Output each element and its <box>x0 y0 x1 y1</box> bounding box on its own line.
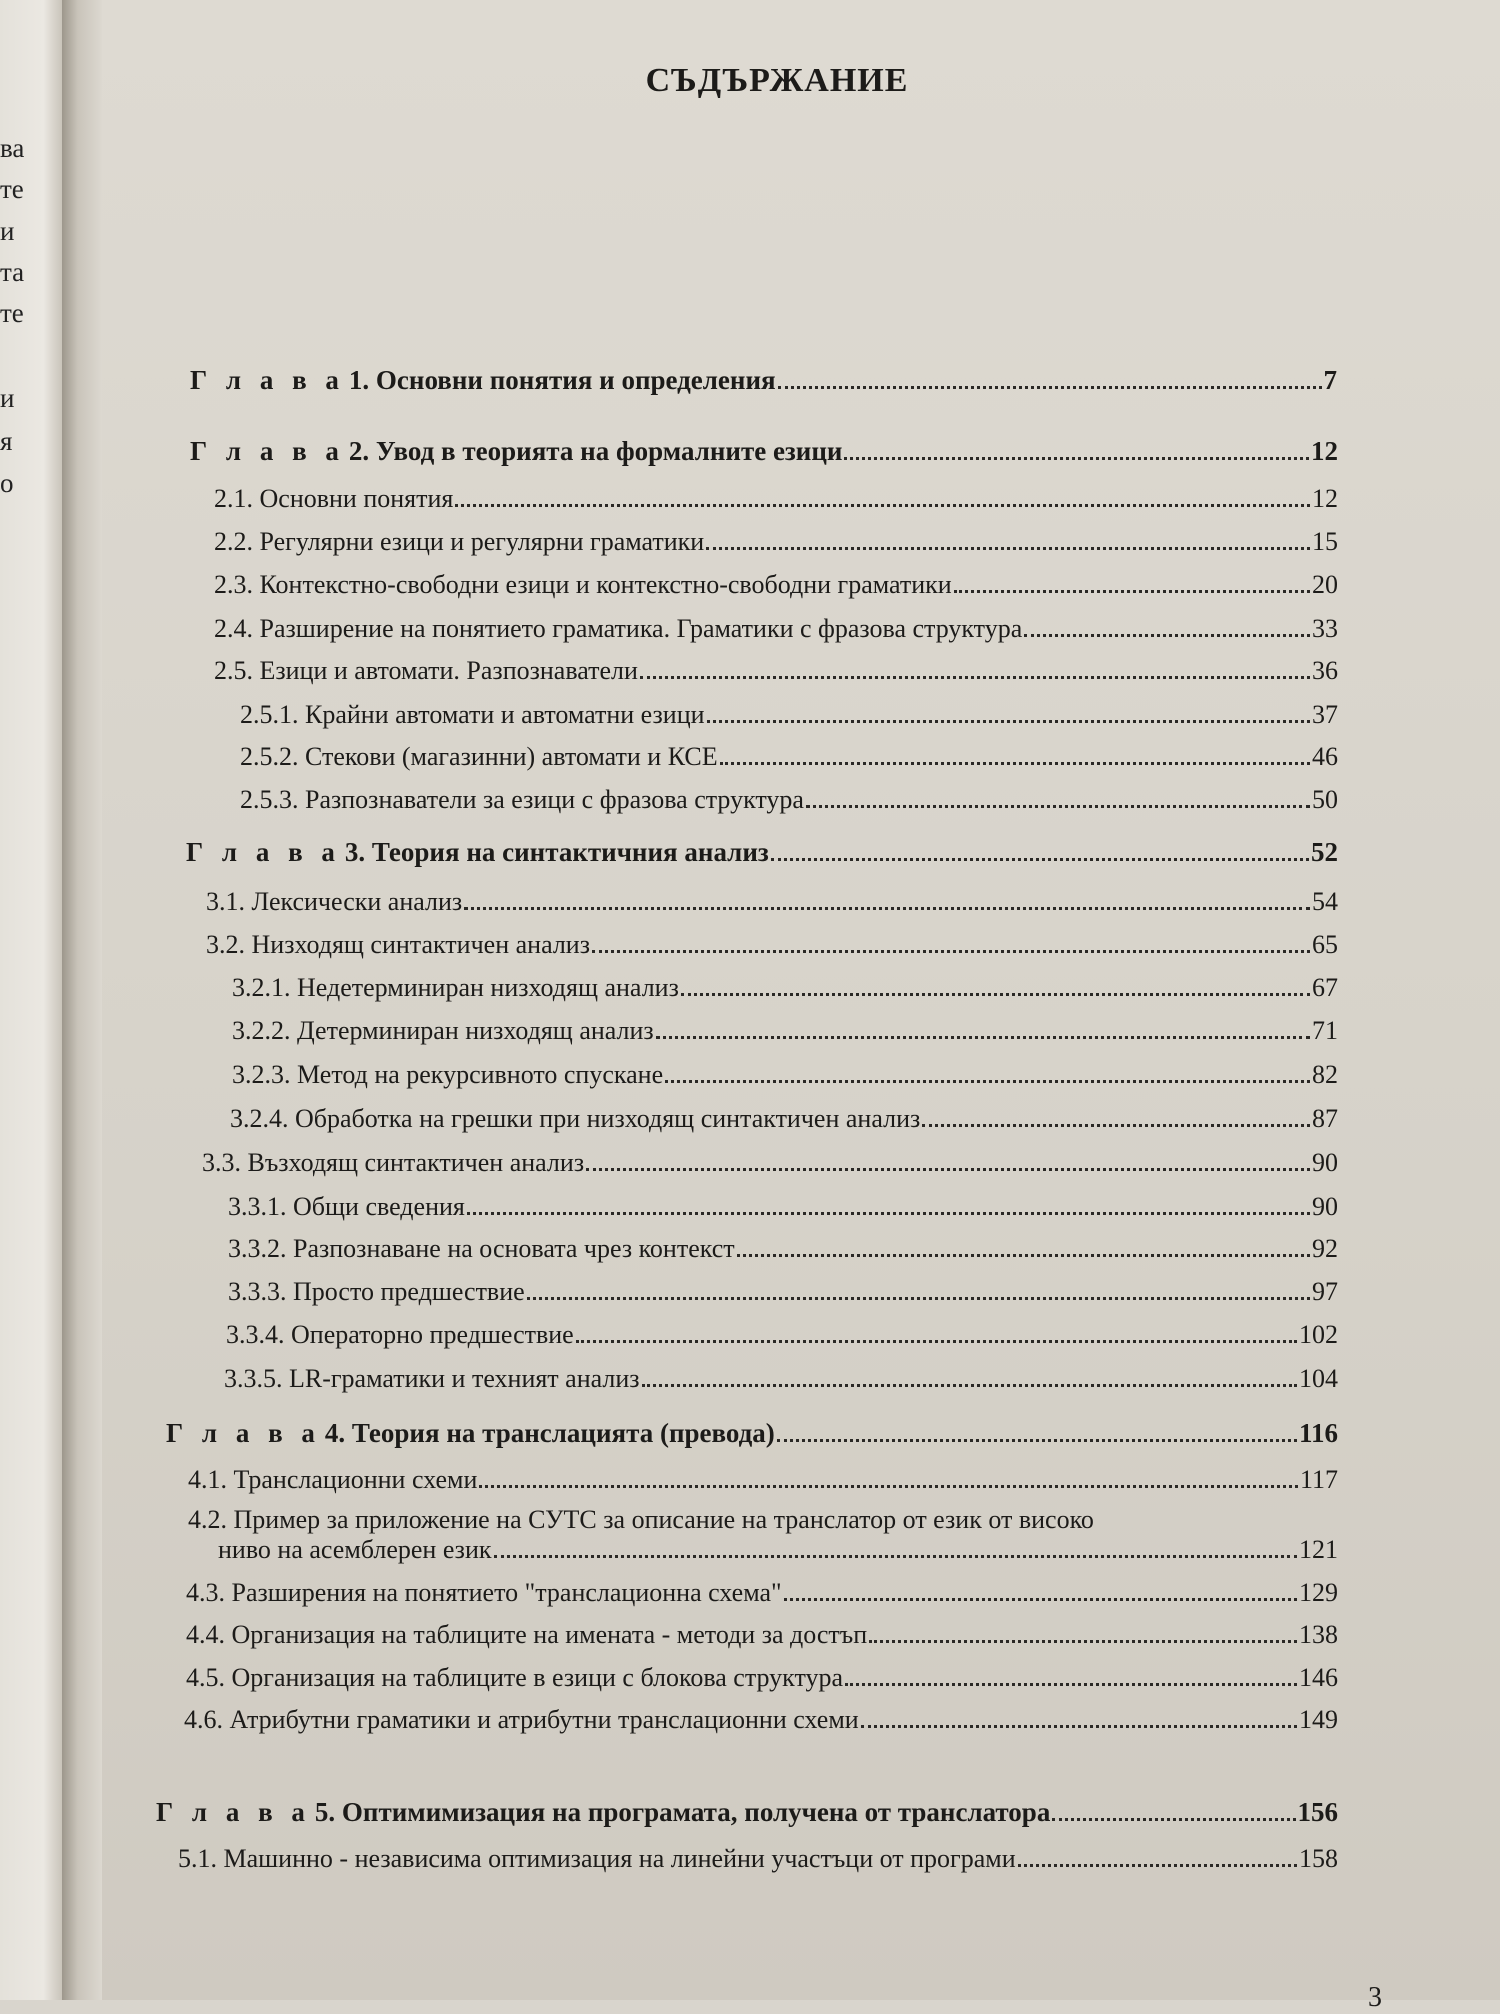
toc-entry-title: 3.3. Възходящ синтактичен анализ <box>202 1148 585 1177</box>
chapter-prefix: Г л а в а <box>190 436 345 466</box>
toc-page-number: 71 <box>1312 1016 1338 1045</box>
toc-section-entry <box>214 656 1338 686</box>
toc-page-number: 138 <box>1299 1620 1338 1649</box>
toc-entry-title: 3.2.4. Обработка на грешки при низходящ синтактичен анализ <box>230 1104 921 1133</box>
toc-entry-title: 3.2. Низходящ синтактичен анализ <box>206 930 590 959</box>
dot-leader <box>869 1640 1297 1643</box>
toc-section-entry <box>228 1234 1338 1264</box>
toc-entry-title: 4. Теория на транслацията (превода) <box>324 1418 775 1448</box>
toc-entry-title: 1. Основни понятия и определения <box>348 365 776 395</box>
table-of-contents <box>102 0 1500 2000</box>
dot-leader <box>576 1340 1297 1343</box>
toc-page-number: 90 <box>1312 1192 1338 1221</box>
toc-chapter-entry <box>166 1418 1338 1448</box>
dot-leader <box>1052 1818 1295 1821</box>
toc-page-number: 116 <box>1298 1418 1338 1448</box>
book-gutter <box>62 0 102 2000</box>
toc-entry-title: 3.3.2. Разпознаване на основата чрез контекст <box>228 1234 735 1263</box>
toc-page-number: 52 <box>1311 837 1338 867</box>
toc-page-number: 121 <box>1299 1535 1338 1564</box>
toc-section-entry <box>206 930 1338 960</box>
toc-page-number: 65 <box>1312 930 1338 959</box>
toc-section-entry <box>228 1192 1338 1222</box>
toc-section-entry <box>186 1578 1338 1608</box>
dot-leader <box>640 676 1310 679</box>
toc-entry-title: 3.3.5. LR-граматики и техният анализ <box>224 1364 640 1393</box>
toc-entry-title: 2.5.3. Разпознаватели за езици с фразова структура <box>240 785 804 814</box>
dot-leader <box>845 1683 1297 1686</box>
dot-leader <box>1018 1864 1297 1867</box>
toc-page-number: 33 <box>1312 614 1338 643</box>
facing-page-edge <box>0 0 62 2000</box>
dot-leader <box>479 1485 1298 1488</box>
toc-section-entry <box>214 484 1338 514</box>
toc-entry-title: 4.3. Разширения на понятието "транслационна схема" <box>186 1578 782 1607</box>
toc-entry-title: 2.5.1. Крайни автомати и автоматни езици <box>240 700 705 729</box>
toc-entry-title: 3.3.4. Операторно предшествие <box>226 1320 574 1349</box>
toc-chapter-entry <box>156 1797 1338 1827</box>
toc-entry-title: 4.2. Пример за приложение на СУТС за описание на транслатор от език от високо <box>188 1505 1094 1534</box>
toc-entry-title: 5.1. Машинно - независима оптимизация на линейни участъци от програми <box>178 1844 1016 1873</box>
dot-leader <box>494 1555 1298 1558</box>
toc-page-number: 117 <box>1299 1465 1338 1494</box>
dot-leader <box>1024 634 1310 637</box>
toc-page-number: 146 <box>1299 1663 1338 1692</box>
toc-entry-title: 5. Оптимимизация на програмата, получена от транслатора <box>314 1797 1051 1827</box>
dot-leader <box>656 1036 1310 1039</box>
toc-section-entry <box>178 1844 1338 1874</box>
toc-entry-title: 2.2. Регулярни езици и регулярни граматики <box>214 527 705 556</box>
dot-leader <box>777 1439 1297 1442</box>
facing-page-fragment: о <box>0 468 14 498</box>
toc-entry-title: 2.4. Разширение на понятието граматика. Граматики с фразова структура <box>214 614 1023 643</box>
toc-section-entry <box>202 1148 1338 1178</box>
dot-leader <box>464 907 1310 910</box>
toc-section-entry <box>186 1620 1338 1650</box>
toc-section-entry <box>240 785 1338 815</box>
toc-chapter-entry <box>186 837 1338 867</box>
toc-section-entry <box>230 1104 1338 1134</box>
facing-page-fragment: та <box>0 257 25 287</box>
toc-page-number: 102 <box>1299 1320 1338 1349</box>
facing-page-fragment: я <box>0 426 13 456</box>
dot-leader <box>681 993 1310 996</box>
dot-leader <box>784 1598 1297 1601</box>
toc-entry-title: 3.3.3. Просто предшествие <box>228 1277 525 1306</box>
dot-leader <box>642 1384 1297 1387</box>
toc-section-entry <box>188 1505 1338 1565</box>
toc-entry-title: 3. Теория на синтактичния анализ <box>344 837 769 867</box>
toc-section-entry <box>214 614 1338 644</box>
toc-page-number: 36 <box>1312 656 1338 685</box>
toc-page-number: 92 <box>1312 1234 1338 1263</box>
toc-section-entry <box>224 1364 1338 1394</box>
facing-page-fragment: и <box>0 383 15 413</box>
toc-page-number: 87 <box>1312 1104 1338 1133</box>
toc-section-entry <box>188 1465 1338 1495</box>
toc-page-number: 149 <box>1299 1705 1338 1734</box>
dot-leader <box>592 950 1310 953</box>
toc-page-number: 129 <box>1299 1578 1338 1607</box>
toc-page-number: 12 <box>1312 484 1338 513</box>
toc-page-number: 82 <box>1312 1060 1338 1089</box>
toc-page-number: 15 <box>1312 527 1338 556</box>
dot-leader <box>922 1124 1310 1127</box>
dot-leader <box>954 590 1310 593</box>
toc-chapter-entry <box>190 365 1337 395</box>
toc-section-entry <box>186 1663 1338 1693</box>
dot-leader <box>707 720 1310 723</box>
chapter-prefix: Г л а в а <box>186 837 341 867</box>
toc-entry-title: 2.5.2. Стекови (магазинни) автомати и КСЕ <box>240 742 718 771</box>
chapter-prefix: Г л а в а <box>190 365 345 395</box>
toc-entry-title: 3.2.2. Детерминиран низходящ анализ <box>232 1016 654 1045</box>
toc-section-entry <box>228 1277 1338 1307</box>
toc-entry-title: 2.3. Контекстно-свободни езици и контекстно-свободни граматики <box>214 570 952 599</box>
toc-section-entry <box>214 570 1338 600</box>
toc-section-entry <box>232 1016 1338 1046</box>
toc-page-number: 20 <box>1312 570 1338 599</box>
dot-leader <box>665 1080 1310 1083</box>
toc-page-number: 158 <box>1299 1844 1338 1873</box>
facing-page-fragment: ва <box>0 133 25 163</box>
toc-page-number: 12 <box>1311 436 1338 466</box>
toc-entry-title: 4.6. Атрибутни граматики и атрибутни транслационни схеми <box>184 1705 859 1734</box>
toc-section-entry <box>232 1060 1338 1090</box>
chapter-prefix: Г л а в а <box>156 1797 311 1827</box>
toc-entry-title: 3.3.1. Общи сведения <box>228 1192 465 1221</box>
toc-entry-title: 3.1. Лексически анализ <box>206 887 463 916</box>
toc-entry-title: 4.5. Организация на таблиците в езици с блокова структура <box>186 1663 844 1692</box>
toc-page-number: 54 <box>1312 887 1338 916</box>
dot-leader <box>844 457 1309 460</box>
toc-page-number: 97 <box>1312 1277 1338 1306</box>
toc-page-number: 156 <box>1297 1797 1338 1827</box>
dot-leader <box>455 504 1310 507</box>
facing-page-fragment: те <box>0 298 24 328</box>
toc-page <box>102 0 1500 2013</box>
page-number: 3 <box>1368 1982 1382 2013</box>
toc-entry-title-continuation: ниво на асемблерен език <box>218 1535 492 1564</box>
toc-section-entry <box>184 1705 1338 1735</box>
dot-leader <box>720 762 1310 765</box>
toc-section-entry <box>240 700 1338 730</box>
dot-leader <box>467 1212 1310 1215</box>
toc-page-number: 104 <box>1299 1364 1338 1393</box>
toc-entry-title: 2.5. Езици и автомати. Разпознаватели <box>214 656 638 685</box>
toc-entry-title: 2. Увод в теорията на формалните езици <box>348 436 843 466</box>
toc-entry-title: 2.1. Основни понятия <box>214 484 454 513</box>
toc-page-number: 7 <box>1323 365 1337 395</box>
dot-leader <box>861 1725 1297 1728</box>
toc-entry-title: 4.4. Организация на таблиците на имената - методи за достъп <box>186 1620 868 1649</box>
toc-entry-continuation <box>188 1535 1338 1565</box>
chapter-prefix: Г л а в а <box>166 1418 321 1448</box>
toc-page-number: 90 <box>1312 1148 1338 1177</box>
facing-page-fragment: те <box>0 174 24 204</box>
toc-section-entry <box>206 887 1338 917</box>
toc-section-entry <box>240 742 1338 772</box>
toc-page-number: 46 <box>1312 742 1338 771</box>
dot-leader <box>586 1168 1310 1171</box>
dot-leader <box>778 386 1322 389</box>
dot-leader <box>771 858 1309 861</box>
dot-leader <box>806 805 1310 808</box>
toc-page-number: 37 <box>1312 700 1338 729</box>
toc-section-entry <box>226 1320 1338 1350</box>
dot-leader <box>706 547 1310 550</box>
toc-entry-title: 3.2.3. Метод на рекурсивното спускане <box>232 1060 664 1089</box>
facing-page-fragment: и <box>0 216 15 246</box>
page-title: СЪДЪРЖАНИЕ <box>645 62 909 99</box>
toc-chapter-entry <box>190 436 1338 466</box>
dot-leader <box>737 1254 1310 1257</box>
dot-leader <box>527 1297 1310 1300</box>
toc-page-number: 50 <box>1312 785 1338 814</box>
toc-entry-title: 4.1. Транслационни схеми <box>188 1465 478 1494</box>
toc-section-entry <box>232 973 1338 1003</box>
toc-section-entry <box>214 527 1338 557</box>
toc-page-number: 67 <box>1312 973 1338 1002</box>
toc-entry-title: 3.2.1. Недетерминиран низходящ анализ <box>232 973 679 1002</box>
